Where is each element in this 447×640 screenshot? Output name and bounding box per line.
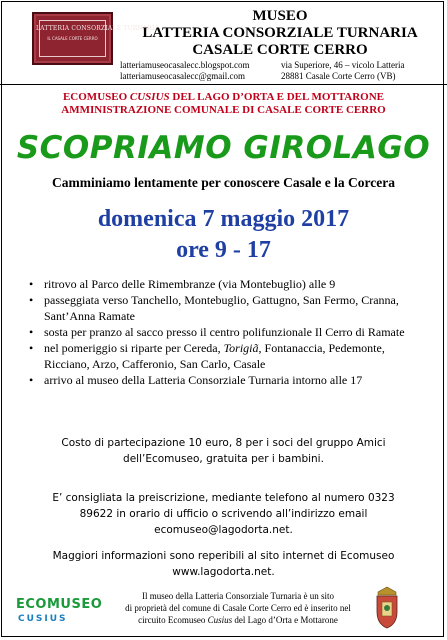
address-line-2: 28881 Casale Corte Cerro (VB): [281, 71, 396, 81]
event-subtitle: Camminiamo lentamente per conoscere Casale e la Corcera: [51, 175, 396, 190]
program-list: [25, 276, 425, 388]
ecomuseo-cusius-logo: [14, 590, 103, 628]
program-item: • ritrovo al Parco delle Rimembranze (via Montebuglio) alle 9: [25, 276, 425, 292]
logo-word-ecomuseo: ECOMUSEO: [16, 597, 103, 612]
program-item-part: , Fontanaccia, Pedemonte, Ricciano, Arzo, Cafferonio, San Carlo, Casale: [44, 341, 385, 371]
header-title-museo: MUSEO: [252, 8, 308, 24]
address-line-1: via Superiore, 46 – vicolo Latteria: [281, 60, 405, 70]
program-item-part: nel pomeriggio si riparte per Cereda,: [44, 341, 224, 355]
footer-line-2: di proprietà del comune di Casale Corte Cerro ed è inserito nel: [125, 603, 351, 613]
program-item: [25, 340, 425, 372]
cost-line-2: dell’Ecomuseo, gratuita per i bambini.: [123, 453, 324, 465]
logo-text-main: LATTERIA CONSORZIALE TURNARIA: [36, 25, 160, 32]
logo-word-cusius: CUSIUS: [18, 614, 68, 624]
program-item: • sosta per pranzo al sacco presso il centro polifunzionale Il Cerro di Ramate: [25, 324, 425, 340]
footer-line-3-a: circuito Ecomuseo: [138, 615, 208, 625]
header-title-latteria: LATTERIA CONSORZIALE TURNARIA: [142, 25, 418, 41]
booking-email[interactable]: ecomuseo@lagodorta.net.: [154, 524, 293, 536]
header-title-casale: CASALE CORTE CERRO: [192, 42, 368, 58]
footer-line-1: Il museo della Latteria Consorziale Turnaria è un sito: [142, 591, 334, 601]
booking-line-1: E’ consigliata la preiscrizione, mediante telefono al numero 0323: [52, 492, 395, 504]
event-title: SCOPRIAMO GIROLAGO: [16, 130, 431, 166]
footer-line-3: [106, 614, 370, 626]
header: [0, 0, 447, 86]
eco-prefix: ECOMUSEO: [62, 91, 130, 103]
blog-link[interactable]: latteriamuseocasalecc.blogspot.com: [120, 60, 250, 70]
museum-logo: [32, 12, 160, 65]
eco-cusius: CUSIUS: [129, 91, 170, 103]
footer-cusius: Cusius: [207, 615, 233, 625]
footer-note: [106, 590, 370, 626]
event-time: ore 9 - 17: [176, 237, 271, 263]
logo-text-sub: IL CASALE CORTE CERRO: [47, 36, 98, 41]
program-item-italic: Torigiã: [223, 341, 259, 355]
cost-line-1: Costo di partecipazione 10 euro, 8 per i soci del gruppo Amici: [61, 437, 386, 449]
email-link[interactable]: latteriamuseocasalecc@gmail.com: [120, 71, 245, 81]
eco-suffix: DEL LAGO D’ORTA E DEL MOTTARONE: [169, 91, 385, 103]
program-item: • passeggiata verso Tanchello, Montebuglio, Gattugno, San Fermo, Cranna, Sant’Anna Ramate: [25, 292, 425, 324]
header-divider: [0, 84, 447, 85]
booking-line-2: 89622 in orario di ufficio o scrivendo all’indirizzo email: [79, 508, 368, 520]
program-item: • arrivo al museo della Latteria Consorziale Turnaria intorno alle 17: [25, 372, 425, 388]
administration-line: AMMINISTRAZIONE COMUNALE DI CASALE CORTE CERRO: [61, 104, 386, 116]
ecomuseo-line: [0, 91, 447, 104]
website-link[interactable]: www.lagodorta.net.: [172, 566, 275, 578]
more-info-line: Maggiori informazioni sono reperibili al sito internet di Ecomuseo: [52, 550, 395, 562]
municipal-crest-icon: [372, 586, 402, 630]
footer-line-3-c: del Lago d’Orta e Mottarone: [232, 615, 338, 625]
event-date: domenica 7 maggio 2017: [97, 206, 350, 232]
